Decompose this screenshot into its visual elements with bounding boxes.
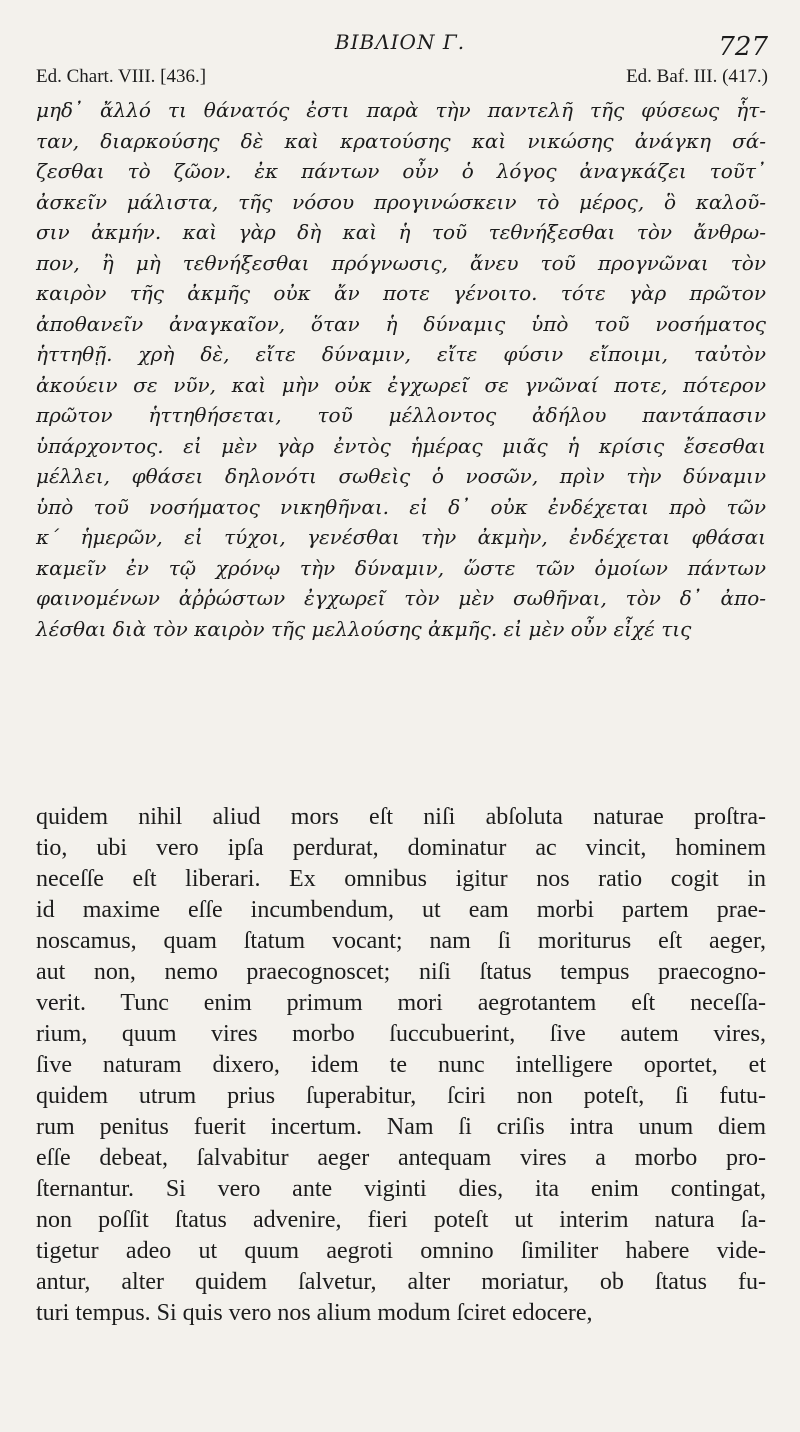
latin-line: rum penitus fuerit incertum. Nam ſi criſis intra unum diem <box>36 1114 766 1140</box>
latin-line: noscamus, quam ſtatum vocant; nam ſi moriturus eſt aeger, <box>36 928 766 954</box>
greek-line: ἡττηθῇ. χρὴ δὲ, εἴτε δύναμιν, εἴτε φύσιν εἴποιμι, ταὐτὸν <box>36 342 766 366</box>
greek-line: ταν, διαρκούσης δὲ καὶ κρατούσης καὶ νικώσης ἀνάγκη σά- <box>36 128 766 153</box>
greek-line: φαινομένων ἀῤῥώστων ἐγχωρεῖ τὸν μὲν σωθῆναι, τὸν δ᾽ ἀπο- <box>36 586 766 610</box>
greek-line: ὑπὸ τοῦ νοσήματος νικηθῆναι. εἰ δ᾽ οὐκ ἐνδέχεται πρὸ τῶν <box>36 494 766 519</box>
greek-line: ἀποθανεῖν ἀναγκαῖον, ὅταν ἡ δύναμις ὑπὸ τοῦ νοσήματος <box>36 311 766 336</box>
latin-line: ſternantur. Si vero ante viginti dies, ita enim contingat, <box>36 1176 766 1202</box>
greek-line: ἀκούειν σε νῦν, καὶ μὴν οὐκ ἐγχωρεῖ σε γνῶναί ποτε, πότερον <box>36 372 766 397</box>
greek-text <box>36 95 766 644</box>
latin-line: non poſſit ſtatus advenire, fieri poteſt ut interim natura ſa- <box>36 1207 766 1233</box>
latin-line: tigetur adeo ut quum aegroti omnino ſimiliter habere vide- <box>36 1238 766 1264</box>
latin-line: ſive naturam dixero, idem te nunc intelligere oportet, et <box>36 1052 766 1078</box>
latin-line: quidem utrum prius ſuperabitur, ſciri non poteſt, ſi futu- <box>36 1083 766 1109</box>
latin-line: eſſe debeat, ſalvabitur aeger antequam vires a morbo pro- <box>36 1145 766 1171</box>
edition-chartier: Ed. Chart. VIII. [436.] <box>36 66 207 87</box>
greek-line: μέλλει, φθάσει δηλονότι σωθεὶς ὁ νοσῶν, πρὶν τὴν δύναμιν <box>36 464 766 488</box>
latin-line: quidem nihil aliud mors eſt niſi abſoluta naturae proſtra- <box>36 804 766 830</box>
latin-line: verit. Tunc enim primum mori aegrotantem eſt neceſſa- <box>36 990 766 1016</box>
latin-line: aut non, nemo praecognoscet; niſi ſtatus tempus praecogno- <box>36 959 766 985</box>
greek-line: καιρὸν τῆς ἀκμῆς οὐκ ἄν ποτε γένοιτο. τότε γὰρ πρῶτον <box>36 281 766 305</box>
latin-line: tio, ubi vero ipſa perdurat, dominatur ac vincit, hominem <box>36 835 766 861</box>
greek-line: λέσθαι διὰ τὸν καιρὸν τῆς μελλούσης ἀκμῆς. εἰ μὲν οὖν εἶχέ τις <box>36 616 692 641</box>
page-number: 727 <box>718 32 768 62</box>
latin-line: rium, quum vires morbo ſuccubuerint, ſive autem vires, <box>36 1021 766 1047</box>
greek-line: σιν ἀκμήν. καὶ γὰρ δὴ καὶ ἡ τοῦ τεθνήξεσθαι τὸν ἄνθρω- <box>36 220 766 244</box>
greek-line: καμεῖν ἐν τῷ χρόνῳ τὴν δύναμιν, ὥστε τῶν ὁμοίων πάντων <box>36 555 766 580</box>
latin-text <box>36 802 766 1329</box>
greek-line: ἀσκεῖν μάλιστα, τῆς νόσου προγινώσκειν τὸ μέρος, ὃ καλοῦ- <box>36 189 766 214</box>
greek-line: ὑπάρχοντος. εἰ μὲν γὰρ ἐντὸς ἡμέρας μιᾶς ἡ κρίσις ἔσεσθαι <box>36 433 766 458</box>
edition-references <box>36 66 768 88</box>
latin-line: antur, alter quidem ſalvetur, alter moriatur, ob ſtatus fu- <box>36 1269 766 1295</box>
greek-line: πον, ἢ μὴ τεθνήξεσθαι πρόγνωσις, ἄνευ τοῦ προγνῶναι τὸν <box>36 250 766 275</box>
greek-line: ζεσθαι τὸ ζῶον. ἐκ πάντων οὖν ὁ λόγος ἀναγκάζει τοῦτ᾽ <box>36 159 766 183</box>
latin-line: neceſſe eſt liberari. Ex omnibus igitur nos ratio cogit in <box>36 866 766 892</box>
greek-line: μηδ᾽ ἄλλό τι θάνατός ἐστι παρὰ τὴν παντελῆ τῆς φύσεως ἧτ- <box>36 98 766 122</box>
running-head: ΒΙΒΛΙΟΝ Γ. <box>334 30 466 54</box>
greek-line: κ´ ἡμερῶν, εἰ τύχοι, γενέσθαι τὴν ἀκμὴν, ἐνδέχεται φθάσαι <box>36 525 766 549</box>
edition-basel: Ed. Baf. III. (417.) <box>626 66 768 87</box>
latin-line: turi tempus. Si quis vero nos alium modum ſciret edocere, <box>36 1300 593 1326</box>
latin-line: id maxime eſſe incumbendum, ut eam morbi partem prae- <box>36 897 766 923</box>
greek-line: πρῶτον ἡττηθήσεται, τοῦ μέλλοντος ἀδήλου παντάπασιν <box>36 403 766 427</box>
